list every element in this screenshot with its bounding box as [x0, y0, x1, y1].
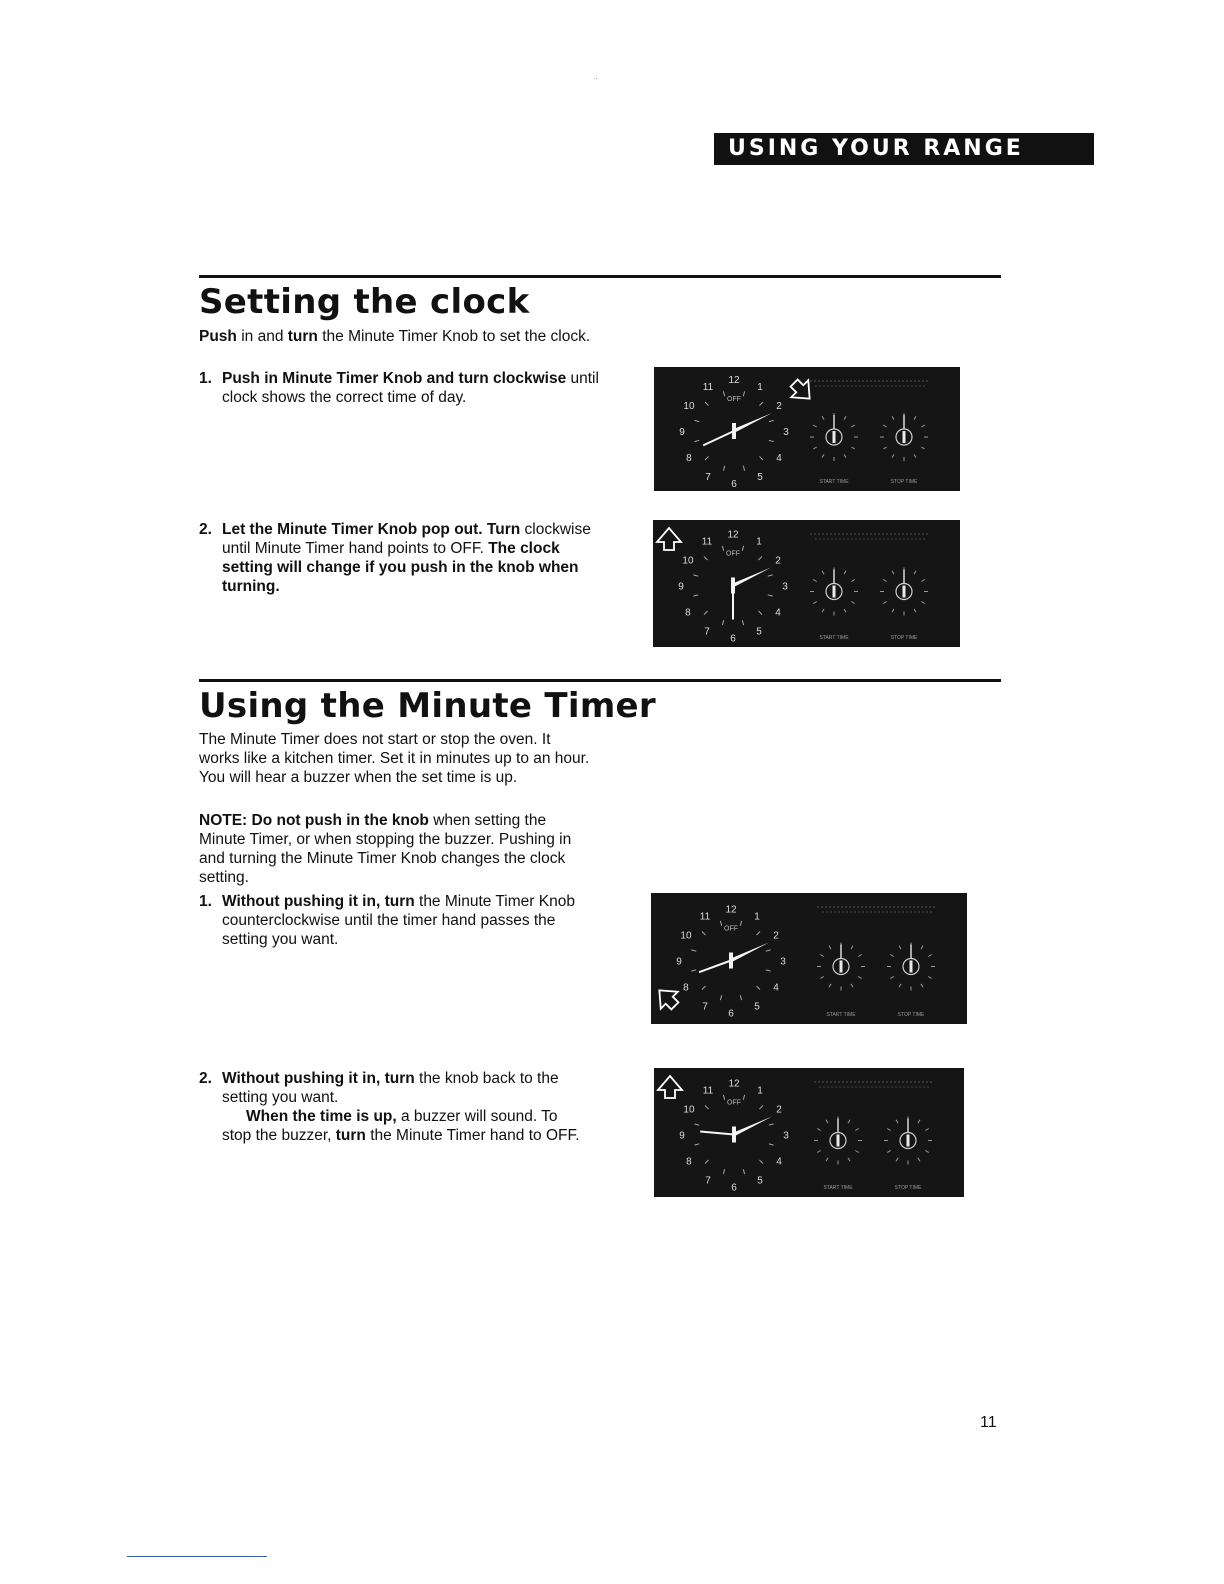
- dial-number: 10: [683, 401, 695, 412]
- dial-number: 1: [756, 536, 762, 548]
- dial-number: 4: [776, 453, 782, 464]
- dial-number: 12: [725, 904, 737, 916]
- dial-number: 8: [685, 607, 691, 619]
- dial-number: 7: [705, 1175, 711, 1187]
- dial-number: 6: [730, 633, 736, 645]
- dial-number: 2: [773, 930, 779, 942]
- stop-time-label: STOP TIME: [890, 635, 918, 641]
- dial-number: 12: [728, 1078, 740, 1090]
- dial-number: 9: [679, 427, 685, 438]
- clock-step-2: 2. Let the Minute Timer Knob pop out. Turn clockwise until Minute Timer hand points to OFF. The clock setting will change if you push in the knob when turning.: [199, 521, 591, 595]
- dial-number: 2: [775, 555, 781, 567]
- dial-number: 10: [680, 930, 692, 942]
- start-time-label: START TIME: [826, 1012, 856, 1018]
- dial-number: 7: [702, 1001, 708, 1013]
- panel-drawing: [653, 520, 960, 647]
- dial-number: 7: [704, 626, 710, 638]
- dial-number: 9: [679, 1130, 685, 1142]
- clock-hand: [729, 943, 769, 964]
- dial-number: 1: [754, 911, 760, 923]
- dial-number: 1: [757, 1085, 763, 1097]
- stop-time-label: STOP TIME: [897, 1012, 925, 1018]
- timer-section-title: Using the Minute Timer: [199, 686, 656, 726]
- timer-panel-illustration-1: [651, 893, 967, 1024]
- dial-number: 2: [776, 401, 782, 412]
- dial-number: 8: [686, 453, 692, 464]
- dial-number: 10: [682, 555, 694, 567]
- clock-panel-illustration-1: [654, 367, 960, 491]
- timer-note: NOTE: Do not push in the knob when setting the Minute Timer, or when stopping the buzzer. Pushing in and turning the Minute Timer Knob changes the clock setting.: [199, 812, 572, 886]
- clock-hand: [732, 1117, 772, 1138]
- dial-number: 3: [783, 427, 789, 438]
- turn-arrow-icon: [786, 375, 819, 408]
- scan-speck: [596, 78, 597, 79]
- dial-number: 11: [699, 911, 711, 923]
- start-time-label: START TIME: [819, 635, 849, 641]
- dial-number: 6: [728, 1008, 734, 1020]
- dial-number: 4: [773, 982, 779, 994]
- dial-number: 3: [780, 956, 786, 968]
- dial-number: 10: [683, 1104, 695, 1116]
- dial-number: 11: [702, 381, 714, 393]
- dial-off-label: OFF: [726, 550, 740, 558]
- dial-number: 12: [728, 375, 740, 386]
- dial-number: 4: [776, 1156, 782, 1168]
- clock-intro: Push in and turn the Minute Timer Knob to set the clock.: [199, 328, 591, 345]
- dial-number: 8: [686, 1156, 692, 1168]
- timer-hand: [699, 961, 731, 973]
- panel-drawing: [654, 1068, 964, 1197]
- start-time-label: START TIME: [823, 1185, 853, 1191]
- dial-number: 6: [731, 1182, 737, 1194]
- dial-number: 12: [727, 529, 739, 541]
- section-header: USING YOUR RANGE: [714, 133, 1094, 165]
- dial-number: 2: [776, 1104, 782, 1116]
- timer-step-2: 2. Without pushing it in, turn the knob back to the setting you want. When the time is up, a buzzer will sound. To stop the buzzer, turn the Minute Timer hand to OFF.: [199, 1070, 580, 1144]
- timer-hand: [703, 431, 734, 445]
- dial-number: 5: [756, 626, 762, 638]
- footer-line: [127, 1556, 267, 1557]
- dial-off-label: OFF: [727, 396, 741, 403]
- section-rule: [199, 275, 1001, 278]
- dial-number: 4: [775, 607, 781, 619]
- dial-off-label: OFF: [727, 1099, 741, 1107]
- dial-number: 7: [705, 472, 711, 484]
- dial-number: 11: [701, 536, 713, 548]
- dial-number: 9: [678, 581, 684, 593]
- page-number: 11: [980, 1414, 997, 1431]
- dial-number: 1: [757, 381, 763, 393]
- timer-hand: [700, 1132, 734, 1135]
- stop-time-label: STOP TIME: [890, 479, 918, 485]
- dial-number: 6: [731, 479, 737, 490]
- dial-number: 5: [754, 1001, 760, 1013]
- dial-number: 5: [757, 1175, 763, 1187]
- timer-panel-illustration-2: [654, 1068, 964, 1197]
- clock-panel-illustration-2: [653, 520, 960, 647]
- dial-number: 8: [683, 982, 689, 994]
- turn-arrow-icon: [651, 982, 683, 1015]
- clock-hand: [732, 413, 772, 434]
- panel-drawing: [654, 367, 960, 491]
- dial-off-label: OFF: [724, 925, 738, 933]
- dial-number: 3: [783, 1130, 789, 1142]
- clock-hand: [731, 568, 771, 589]
- turn-arrow-icon: [657, 528, 681, 550]
- turn-arrow-icon: [658, 1076, 682, 1098]
- section-rule: [199, 679, 1001, 682]
- dial-number: 11: [702, 1085, 714, 1097]
- clock-section-title: Setting the clock: [199, 282, 530, 322]
- timer-step-1: 1. Without pushing it in, turn the Minute Timer Knob counterclockwise until the timer hand passes the setting you want.: [199, 893, 575, 948]
- panel-drawing: [651, 893, 967, 1024]
- dial-number: 9: [676, 956, 682, 968]
- dial-number: 5: [757, 472, 763, 484]
- dial-number: 3: [782, 581, 788, 593]
- start-time-label: START TIME: [819, 479, 849, 485]
- stop-time-label: STOP TIME: [894, 1185, 922, 1191]
- timer-intro: The Minute Timer does not start or stop the oven. It works like a kitchen timer. Set it in minutes up to an hour. You will hear a buzzer when the set time is up.: [199, 731, 590, 786]
- clock-step-1: 1. Push in Minute Timer Knob and turn clockwise until clock shows the correct time of day.: [199, 370, 599, 406]
